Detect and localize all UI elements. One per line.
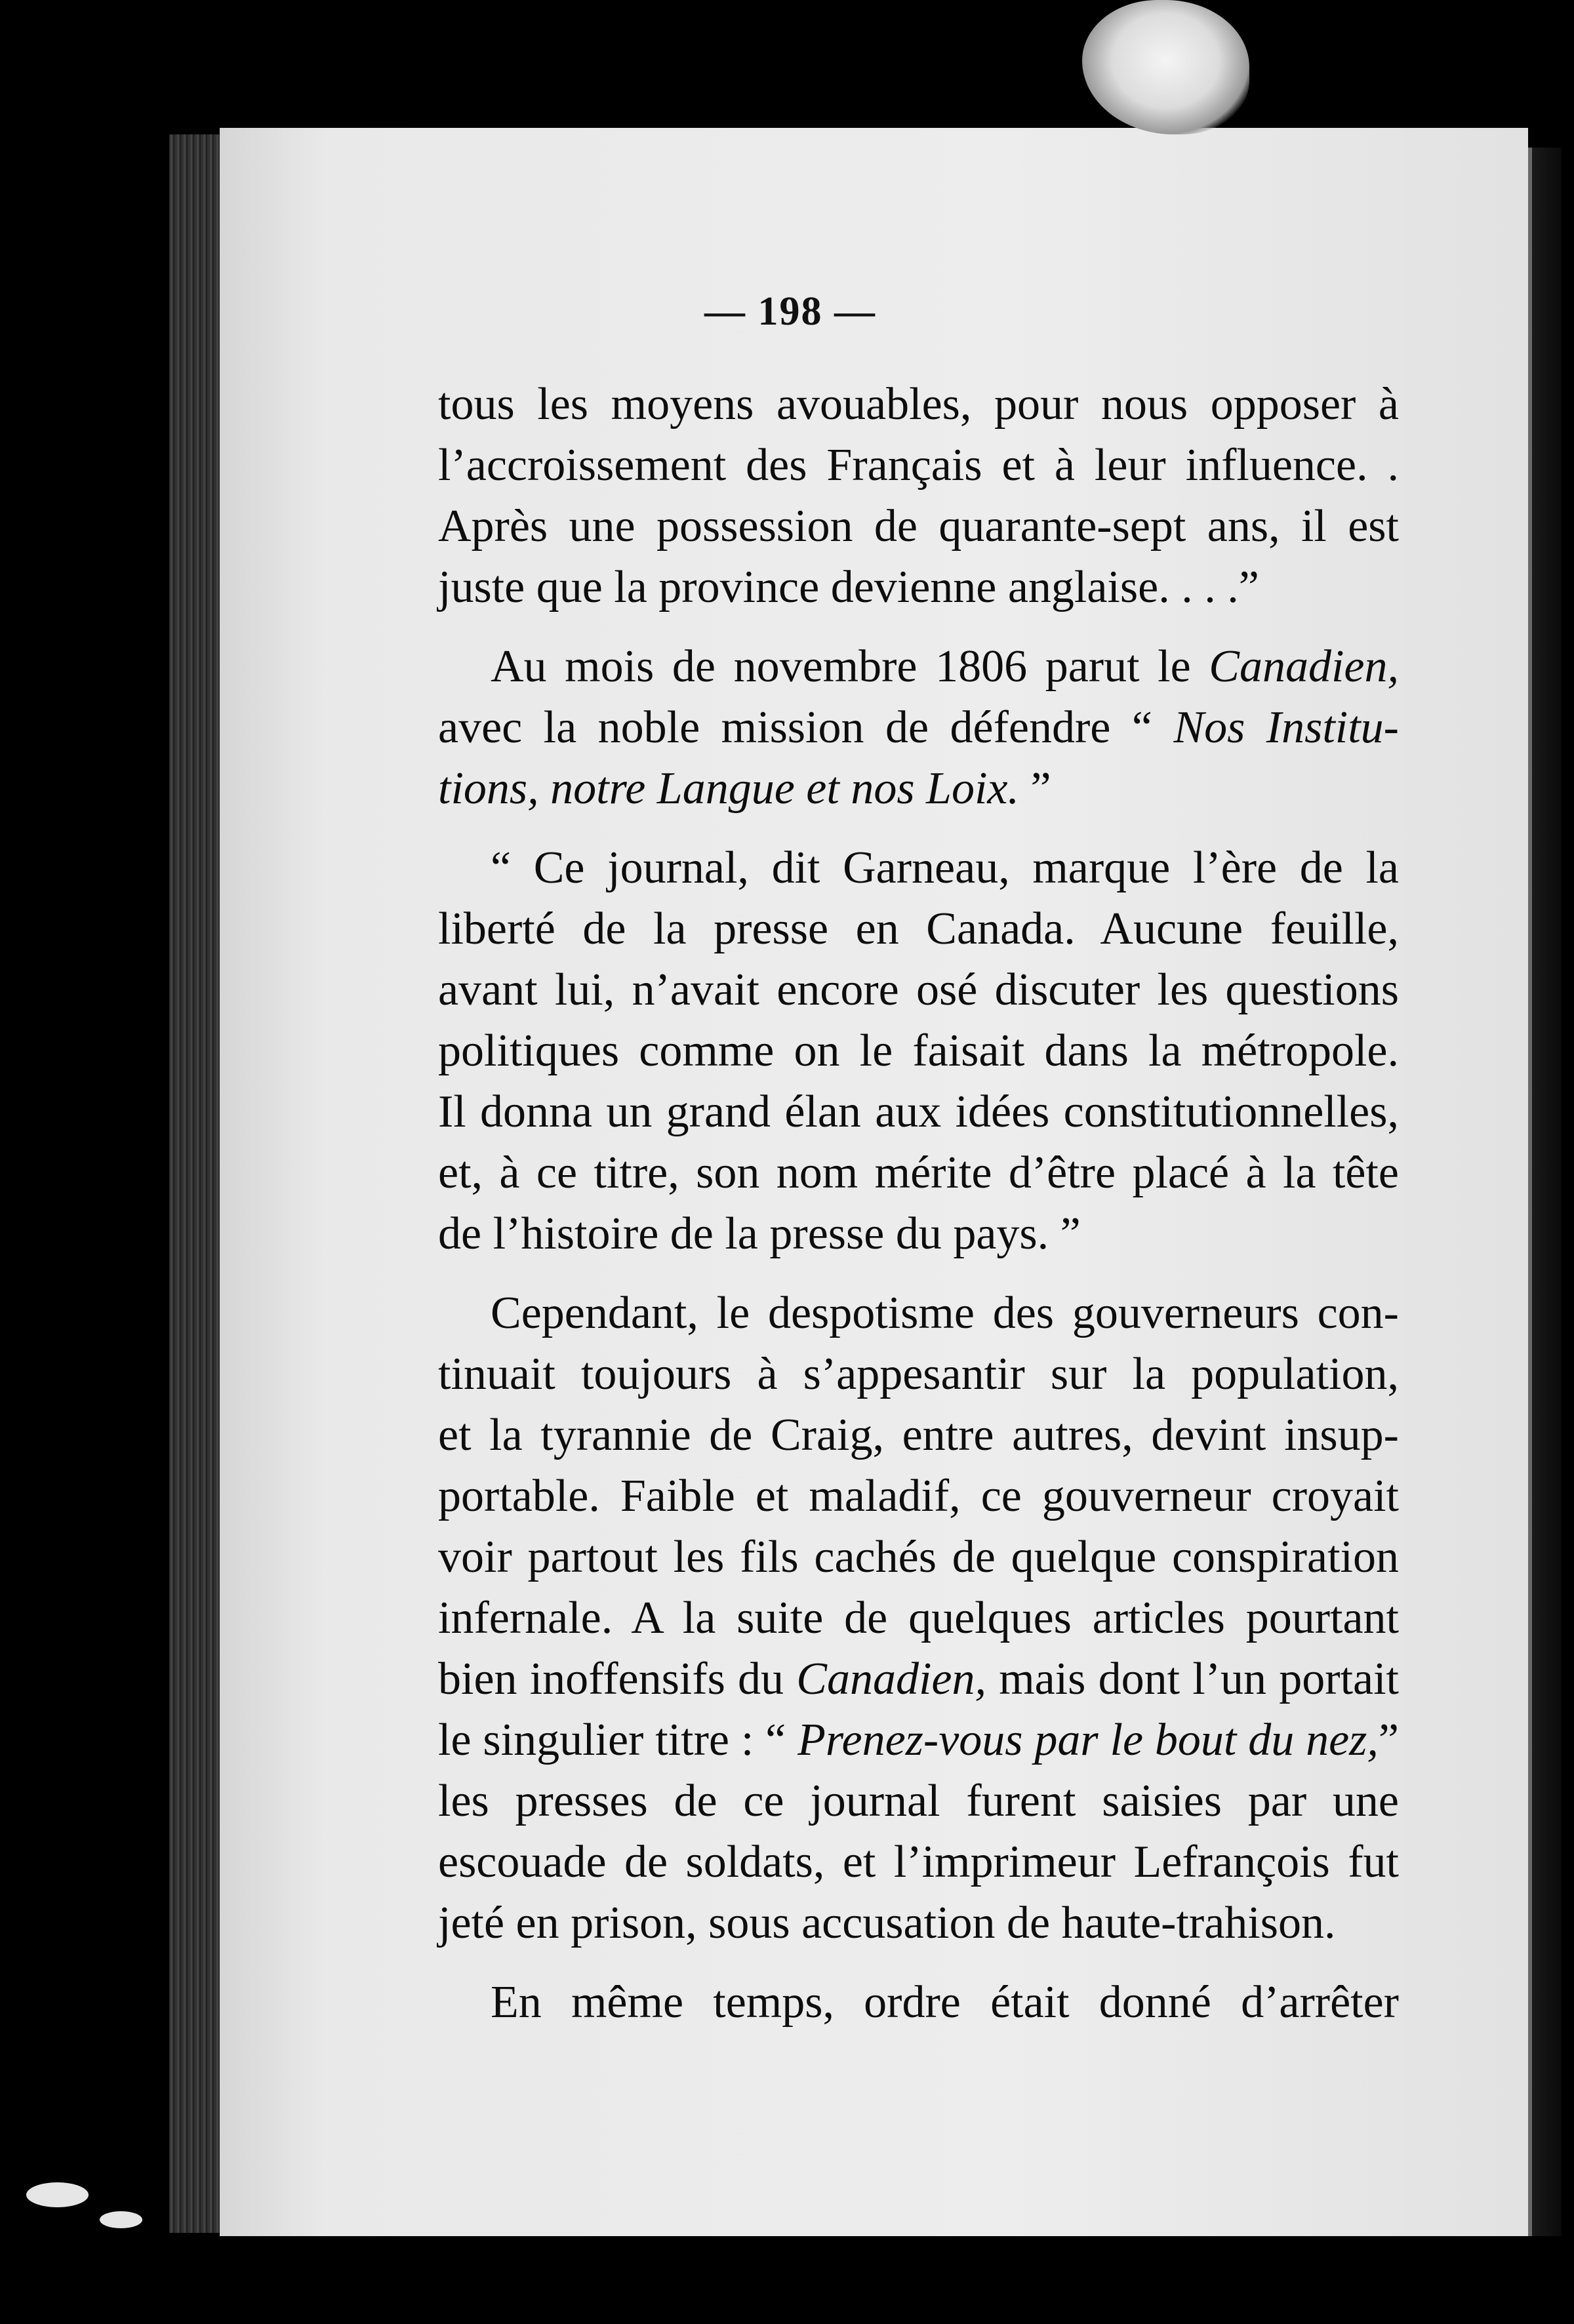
text-run: Après une possession de quarante-sept ans, il est [438,501,1399,551]
text-line [438,1081,1399,1142]
text-run: ” [1019,763,1051,814]
text-run: politiques comme on le faisait dans la métropole. [438,1026,1399,1076]
text-line [438,898,1399,959]
text-run: voir partout les fils cachés de quelque conspiration [438,1532,1399,1582]
text-line [438,1466,1399,1527]
text-line [438,837,1399,898]
paragraph-gap [438,819,1399,837]
text-run: avec la noble mission de défendre “ [438,702,1174,753]
text-run: En même temps, ordre était donné d’arrêter [491,1977,1399,2028]
text-run: et la tyrannie de Craig, entre autres, devint insup- [438,1410,1399,1460]
text-run: tous les moyens avouables, pour nous opposer à [438,379,1399,430]
text-run: bien inoffensifs du [438,1654,797,1704]
text-line [438,1710,1399,1771]
text-run: les presses de ce journal furent saisies par une [438,1776,1399,1826]
text-line [438,1649,1399,1710]
text-line [438,1527,1399,1588]
text-line [438,1344,1399,1405]
italic-run: tions, notre Langue et nos Loix. [438,763,1020,814]
text-line [438,1142,1399,1203]
paragraph-gap [438,1264,1399,1283]
text-run: escouade de soldats, et l’imprimeur Lefrançois fut [438,1837,1399,1887]
italic-run: Prenez-vous par le bout du nez, [797,1715,1379,1765]
text-line [438,1972,1399,2033]
text-run: de l’histoire de la presse du pays. ” [438,1209,1081,1259]
text-line [438,1283,1399,1344]
italic-run: Canadien, [1209,641,1399,692]
text-line [438,1771,1399,1832]
text-line [438,496,1399,557]
text-line [438,959,1399,1020]
text-run: l’accroissement des Français et à leur influence. . [438,440,1399,491]
text-run: tinuait toujours à s’appesantir sur la population, [438,1349,1399,1399]
text-line [438,1893,1399,1953]
text-run: Il donna un grand élan aux idées constitutionnelles, [438,1087,1399,1137]
paragraph-gap [438,618,1399,636]
text-run: Au mois de novembre 1806 parut le [491,641,1209,692]
text-run: juste que la province devienne anglaise. . . .” [438,562,1259,612]
scan-speck [100,2211,142,2228]
text-line [438,697,1399,758]
text-line [438,758,1399,819]
text-line [438,435,1399,496]
text-line [438,636,1399,697]
italic-run: Nos Institu- [1173,702,1399,753]
text-run: liberté de la presse en Canada. Aucune feuille, [438,904,1399,954]
text-run: ” [1378,1715,1399,1765]
text-line [438,1203,1399,1264]
italic-run: Canadien, [796,1654,986,1704]
text-line [438,1832,1399,1893]
book-spine-shadow [1528,148,1562,2236]
paper-damage-blot [1082,0,1249,134]
body-text [438,374,1399,2033]
page-number: — 198 — [704,289,876,334]
text-run: avant lui, n’avait encore osé discuter les questions [438,965,1399,1015]
text-run: infernale. A la suite de quelques articles pourtant [438,1593,1399,1643]
text-run: jeté en prison, sous accusation de haute-trahison. [438,1898,1336,1948]
text-line [438,1588,1399,1649]
text-run: le singulier titre : “ [438,1715,798,1765]
book-page-edges [169,134,222,2233]
paragraph-gap [438,1953,1399,1972]
scan-speck [26,2182,89,2207]
text-run: et, à ce titre, son nom mérite d’être placé à la tête [438,1148,1399,1198]
text-line [438,557,1399,618]
text-run: mais dont l’un portait [986,1654,1399,1704]
text-line [438,1405,1399,1466]
text-run: Cependant, le despotisme des gouverneurs con- [491,1288,1399,1338]
text-line [438,374,1399,435]
text-run: portable. Faible et maladif, ce gouverneur croyait [438,1471,1399,1521]
text-line [438,1020,1399,1081]
text-run: “ Ce journal, dit Garneau, marque l’ère de la [491,843,1399,893]
